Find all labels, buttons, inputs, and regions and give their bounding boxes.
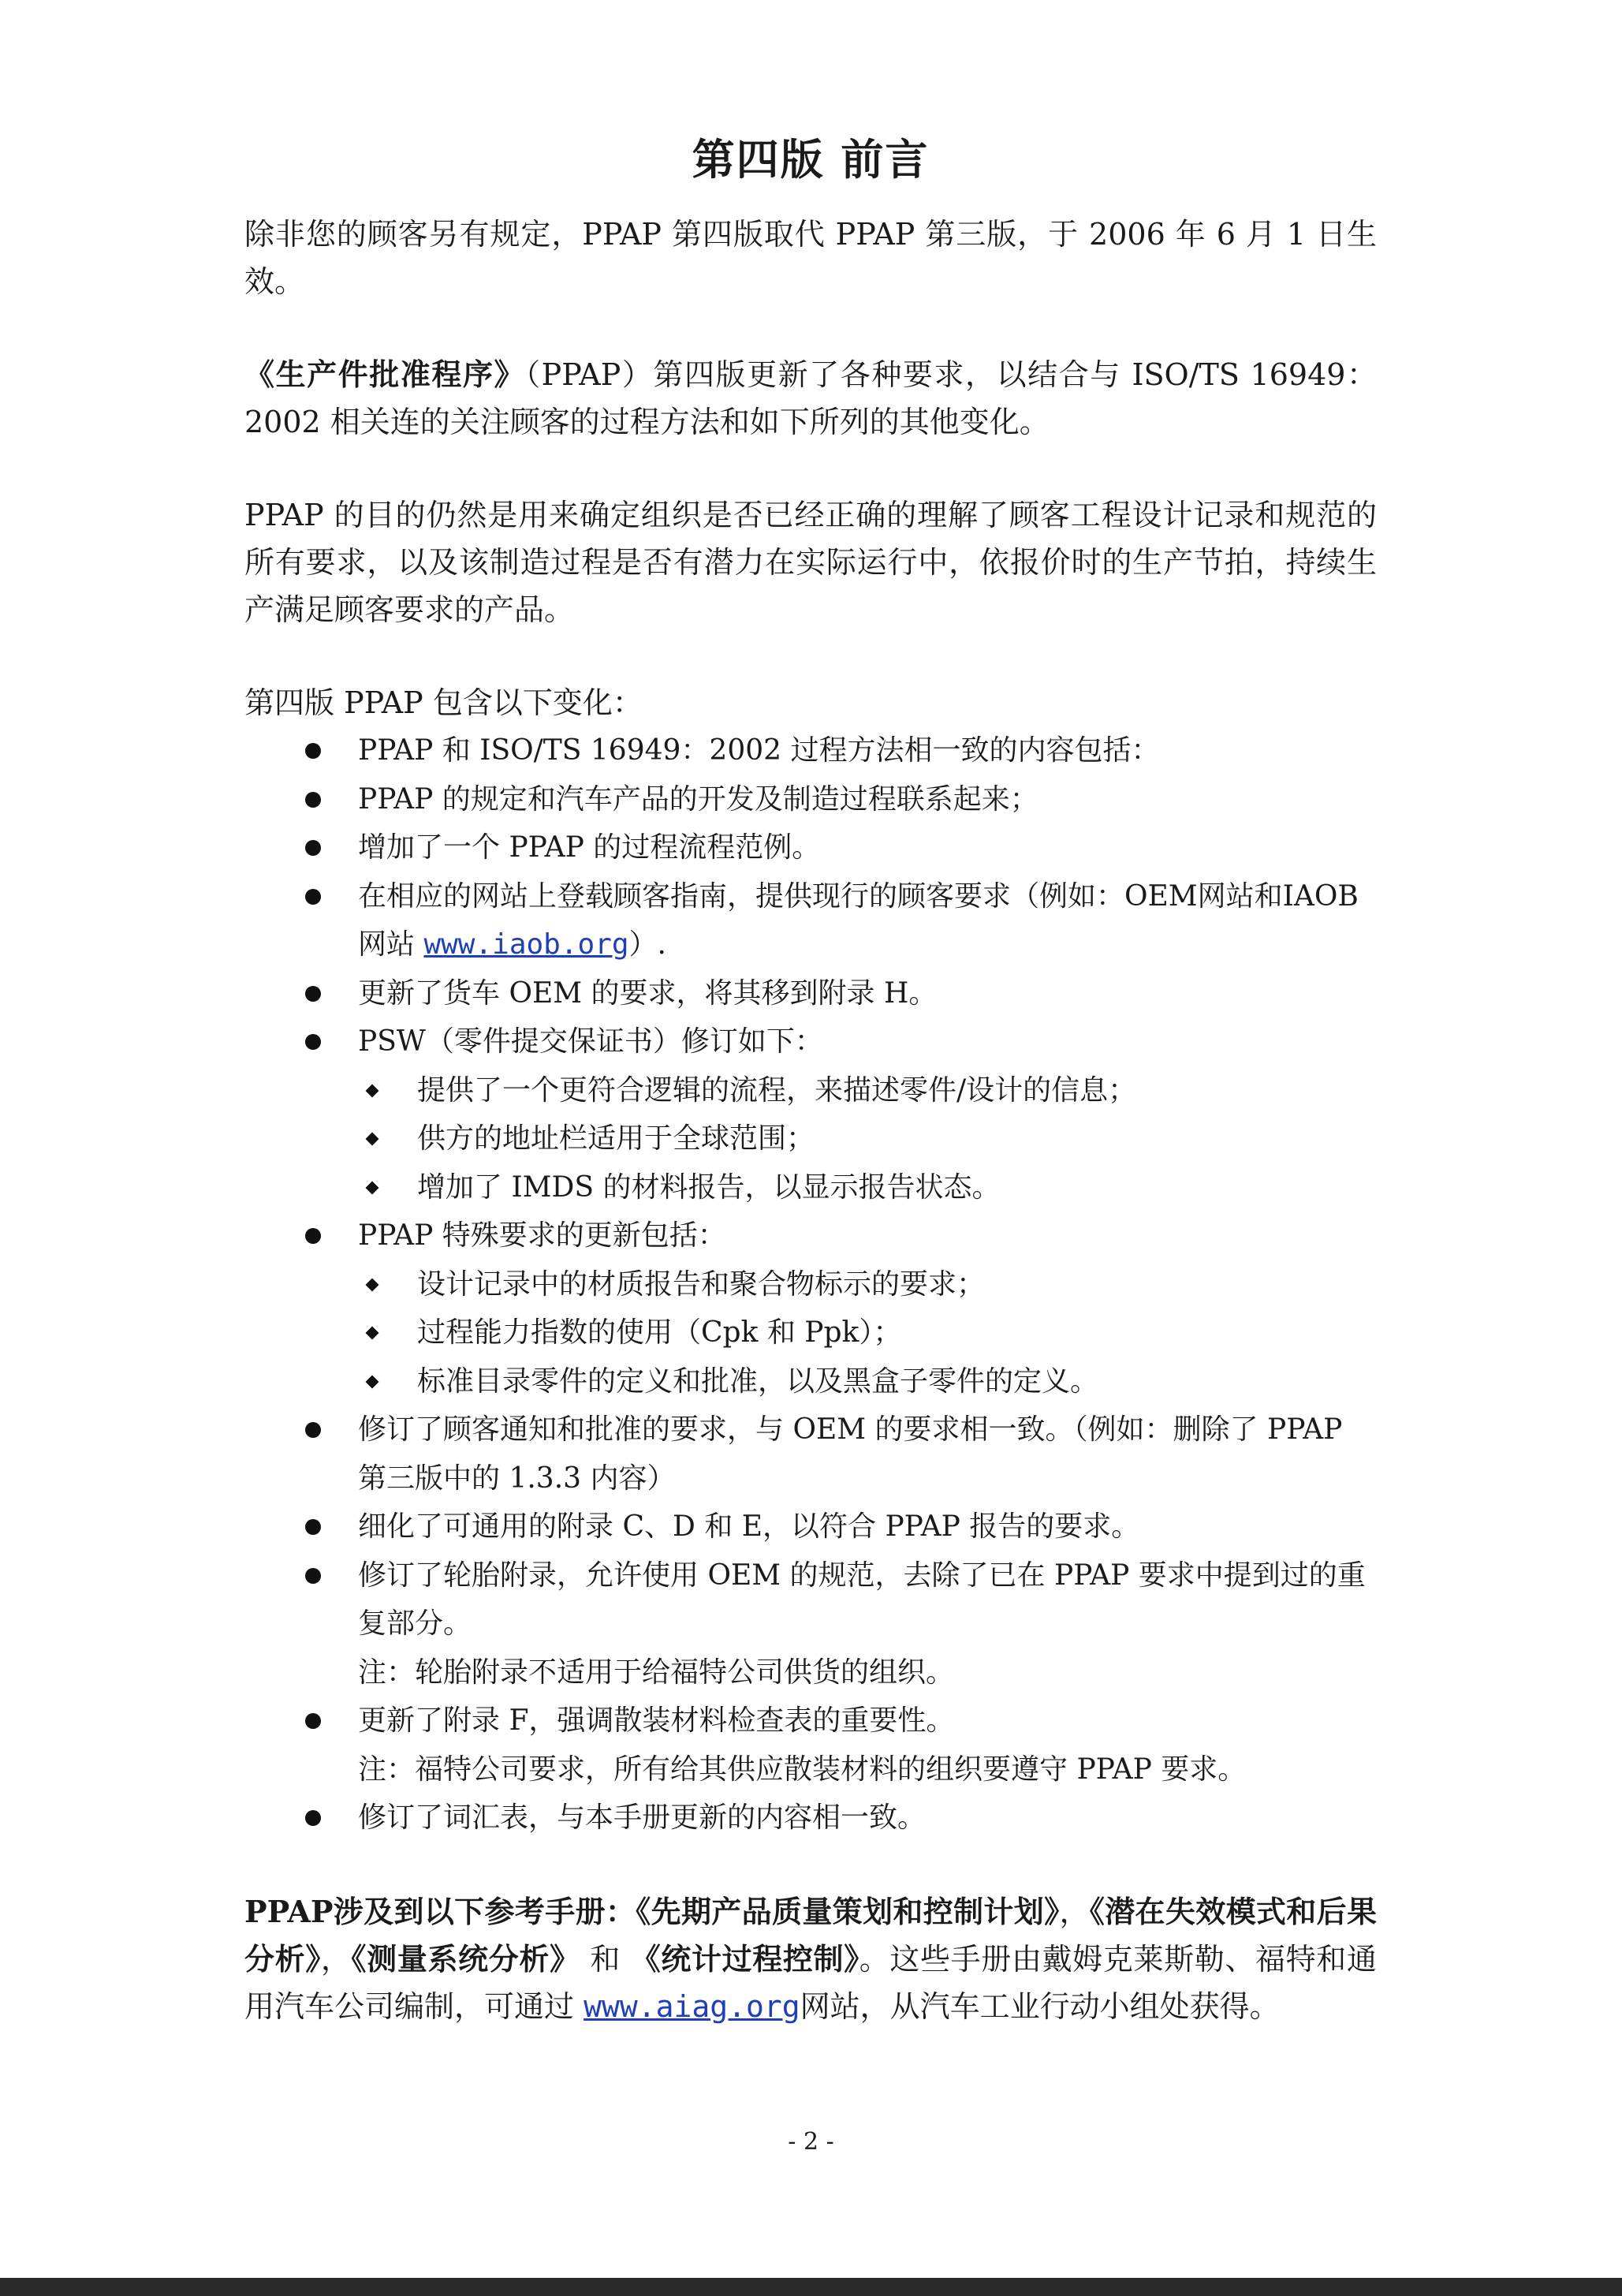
paragraph-ppap-update: [244, 351, 1377, 446]
bullet-icon: [305, 889, 321, 905]
list-item: [305, 1697, 1377, 1794]
paragraph-reference-manuals: [244, 1888, 1377, 2030]
bullet-icon: [305, 792, 321, 808]
list-item-text: 修订了轮胎附录，允许使用 OEM 的规范，去除了已在 PPAP 要求中提到过的重复部分。: [358, 1559, 1366, 1640]
list-item: [305, 823, 1377, 872]
bullet-icon: [305, 1568, 321, 1584]
aiag-link[interactable]: www.aiag.org: [584, 1988, 800, 2024]
sublist-psw: [358, 1066, 1377, 1212]
list-item-text: 修订了词汇表，与本手册更新的内容相一致。: [358, 1801, 927, 1834]
ppap-manual-title: 《生产件批准程序》: [244, 357, 526, 392]
bottom-edge-bar: [0, 2278, 1622, 2296]
diamond-bullet-icon: [366, 1327, 379, 1340]
list-item-text: ）.: [628, 928, 666, 961]
sublist-item: [358, 1309, 1377, 1357]
sublist-item-text: 增加了 IMDS 的材料报告，以显示报告状态。: [417, 1170, 1001, 1204]
list-item-note: 注：福特公司要求，所有给其供应散装材料的组织要遵守 PPAP 要求。: [358, 1753, 1247, 1786]
sublist-item: [358, 1163, 1377, 1212]
bullet-icon: [305, 1228, 321, 1244]
list-item: [305, 872, 1377, 969]
list-item-text: PPAP 和 ISO/TS 16949：2002 过程方法相一致的内容包括：: [358, 734, 1160, 767]
paragraph-effective-date: 除非您的顾客另有规定，PPAP 第四版取代 PPAP 第三版，于 2006 年 6 月 1 日生效。: [244, 217, 1377, 299]
refs-and: 和: [580, 1941, 631, 1977]
paragraph-ppap-purpose: PPAP 的目的仍然是用来确定组织是否已经正确的理解了顾客工程设计记录和规范的所有要求，以及该制造过程是否有潜力在实际运行中，依报价时的生产节拍，持续生产满足顾客要求的产品。: [244, 498, 1377, 627]
iaob-link[interactable]: www.iaob.org: [423, 928, 629, 961]
sublist-item-text: 供方的地址栏适用于全球范围；: [417, 1122, 815, 1155]
sublist-item-text: 提供了一个更符合逻辑的流程，来描述零件/设计的信息；: [417, 1073, 1137, 1107]
bullet-icon: [305, 840, 321, 856]
list-item: [305, 1551, 1377, 1697]
list-item-text: 在相应的网站上登载顾客指南，提供现行的顾客要求（例如：OEM网站和IAOB网站: [358, 879, 1359, 961]
list-item: [305, 1211, 1377, 1406]
list-item-text: 修订了顾客通知和批准的要求，与 OEM 的要求相一致。（例如：删除了 PPAP 第三版中的 1.3.3 内容）: [358, 1413, 1343, 1495]
bullet-icon: [305, 986, 321, 1002]
changes-list: [244, 726, 1377, 1842]
sublist-item: [358, 1357, 1377, 1406]
list-item-text: 细化了可通用的附录 C、D 和 E，以符合 PPAP 报告的要求。: [358, 1510, 1140, 1543]
list-item: [305, 775, 1377, 824]
refs-separator: ，: [1059, 1894, 1090, 1929]
list-item-text: 更新了货车 OEM 的要求，将其移到附录 H。: [358, 976, 938, 1010]
manual-msa: 《测量系统分析》: [351, 1940, 580, 1977]
diamond-bullet-icon: [366, 1084, 379, 1097]
manual-spc: 《统计过程控制》: [630, 1940, 859, 1977]
page-title: 第四版 前言: [692, 134, 930, 185]
manual-apqp: 《先期产品质量策划和控制计划》: [636, 1893, 1060, 1929]
list-item: [305, 1503, 1377, 1551]
diamond-bullet-icon: [366, 1278, 379, 1291]
document-page: [244, 126, 1377, 2076]
diamond-bullet-icon: [366, 1375, 379, 1388]
sublist-item-text: 标准目录零件的定义和批准，以及黑盒子零件的定义。: [417, 1365, 1099, 1398]
bullet-icon: [305, 1422, 321, 1438]
list-item-text: PPAP 特殊要求的更新包括：: [358, 1219, 726, 1252]
list-item-text: PPAP 的规定和汽车产品的开发及制造过程联系起来；: [358, 782, 1038, 816]
bullet-icon: [305, 1519, 321, 1535]
sublist-special-requirements: [358, 1260, 1377, 1406]
changes-intro: 第四版 PPAP 包含以下变化：: [244, 685, 643, 720]
list-item: [305, 1794, 1377, 1842]
refs-separator: ，: [320, 1941, 352, 1977]
list-item-text: 增加了一个 PPAP 的过程流程范例。: [358, 831, 821, 864]
paragraph-ppap-update-text: （PPAP）第四版更新了各种要求，以结合与 ISO/TS 16949：2002 相关连的关注顾客的过程方法和如下所列的其他变化。: [244, 357, 1377, 439]
list-item: [305, 726, 1377, 775]
sublist-item: [358, 1260, 1377, 1309]
page-number: - 2 -: [788, 2128, 834, 2156]
refs-text: 网站，从汽车工业行动小组处获得。: [800, 1988, 1280, 2024]
manual-fmea: 《潜在失效模式和后果分析》: [244, 1893, 1377, 1977]
sublist-item: [358, 1066, 1377, 1115]
refs-text: 。这些手册由戴姆克莱斯勒、福特和通用汽车公司编制，可通过: [244, 1941, 1377, 2024]
bullet-icon: [305, 1810, 321, 1826]
diamond-bullet-icon: [366, 1181, 379, 1194]
list-item: [305, 1406, 1377, 1503]
sublist-item: [358, 1114, 1377, 1163]
list-item: [305, 1017, 1377, 1211]
list-item-text: PSW（零件提交保证书）修订如下：: [358, 1025, 823, 1058]
diamond-bullet-icon: [366, 1133, 379, 1146]
refs-lead: PPAP涉及到以下参考手册：: [244, 1893, 636, 1929]
list-item-text: 更新了附录 F，强调散装材料检查表的重要性。: [358, 1704, 955, 1737]
list-item: [305, 969, 1377, 1018]
bullet-icon: [305, 1034, 321, 1050]
sublist-item-text: 设计记录中的材质报告和聚合物标示的要求；: [417, 1267, 986, 1301]
bullet-icon: [305, 1713, 321, 1729]
bullet-icon: [305, 743, 321, 759]
sublist-item-text: 过程能力指数的使用（Cpk 和 Ppk）；: [417, 1316, 902, 1349]
list-item-note: 注：轮胎附录不适用于给福特公司供货的组织。: [358, 1656, 955, 1689]
